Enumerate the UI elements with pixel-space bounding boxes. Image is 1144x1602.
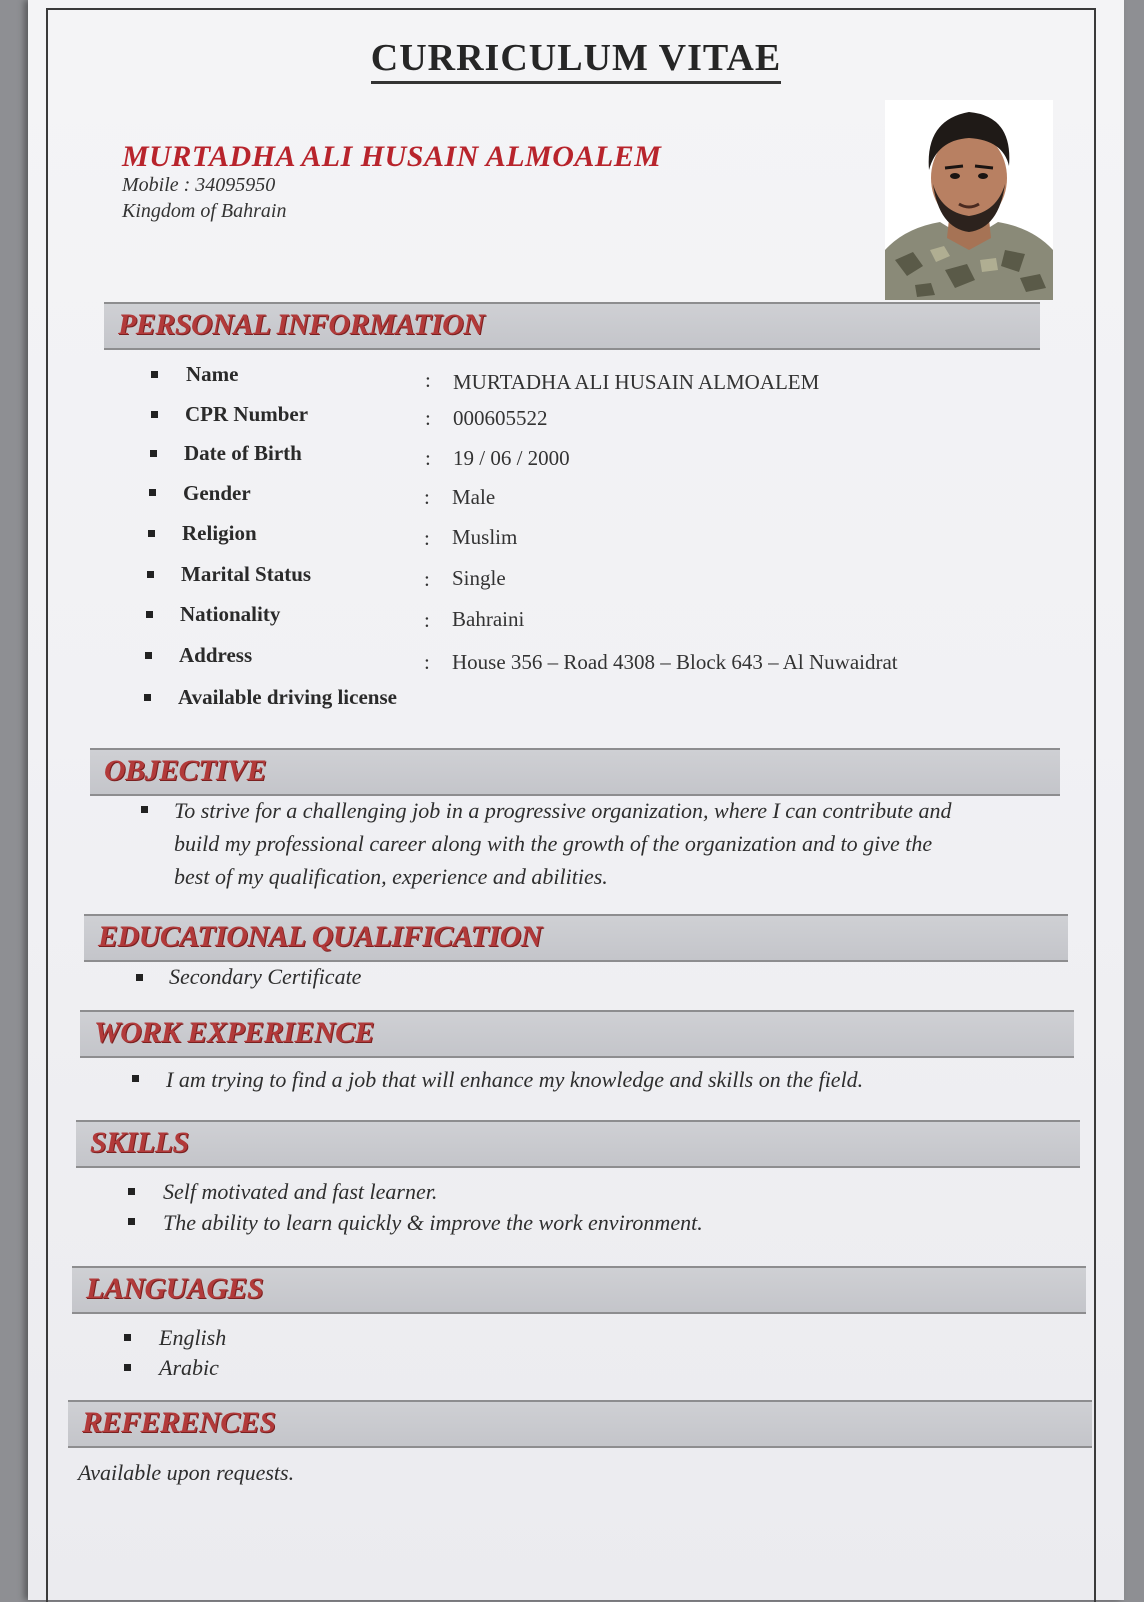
field-label: Available driving license [178, 685, 397, 709]
document-title: CURRICULUM VITAE [28, 36, 1124, 80]
language-item: Arabic [159, 1355, 219, 1380]
bullet-icon [151, 411, 158, 418]
bullet-icon [148, 530, 155, 537]
field-label: Religion [182, 521, 257, 545]
field-label: Name [186, 362, 239, 386]
field-label: CPR Number [185, 402, 309, 426]
section-title: PERSONAL INFORMATION [118, 308, 485, 341]
bullet-icon [132, 1075, 139, 1082]
bullet-icon [150, 450, 157, 457]
bullet-icon [144, 694, 151, 701]
references-text: Available upon requests. [78, 1460, 295, 1485]
cv-page [28, 0, 1124, 1600]
profile-photo [885, 100, 1053, 300]
field-label: Address [179, 643, 253, 667]
country: Kingdom of Bahrain [122, 200, 287, 222]
education-item: Secondary Certificate [169, 964, 362, 989]
section-skills [76, 1120, 1080, 1168]
section-personal-information [104, 302, 1040, 350]
section-title: EDUCATIONAL QUALIFICATION [98, 920, 542, 953]
field-value: Bahraini [452, 607, 525, 631]
colon: : [425, 446, 431, 470]
bullet-icon [124, 1364, 131, 1371]
section-references [68, 1400, 1092, 1448]
profile-photo-illustration [885, 100, 1053, 300]
field-value: Male [452, 485, 496, 509]
mobile-number: Mobile : 34095950 [122, 174, 276, 196]
objective-line: To strive for a challenging job in a progressive organization, where I can contribute and [174, 798, 952, 823]
colon: : [424, 526, 430, 550]
objective-line: build my professional career along with the growth of the organization and to give the [174, 831, 933, 856]
language-item: English [159, 1325, 227, 1350]
colon: : [424, 608, 430, 632]
section-languages [72, 1266, 1086, 1314]
field-value: House 356 – Road 4308 – Block 643 – Al Nuwaidrat [452, 650, 898, 674]
section-objective [90, 748, 1060, 796]
section-title: REFERENCES [82, 1406, 276, 1439]
colon: : [424, 485, 430, 509]
skill-item: The ability to learn quickly & improve the work environment. [163, 1210, 703, 1235]
bullet-icon [128, 1218, 135, 1225]
section-education [84, 914, 1068, 962]
bullet-icon [124, 1334, 131, 1341]
skill-item: Self motivated and fast learner. [163, 1179, 438, 1204]
applicant-name: MURTADHA ALI HUSAIN ALMOALEM [122, 140, 662, 173]
field-value: MURTADHA ALI HUSAIN ALMOALEM [453, 370, 820, 394]
section-title: SKILLS [90, 1126, 189, 1159]
colon: : [424, 567, 430, 591]
bullet-icon [145, 652, 152, 659]
section-title: OBJECTIVE [104, 754, 267, 787]
bullet-icon [146, 611, 153, 618]
bullet-icon [141, 806, 148, 813]
field-value: Muslim [452, 525, 518, 549]
bullet-icon [149, 489, 156, 496]
bullet-icon [147, 571, 154, 578]
field-value: 19 / 06 / 2000 [453, 446, 570, 470]
colon: : [425, 368, 431, 392]
section-title: WORK EXPERIENCE [94, 1016, 375, 1049]
bullet-icon [151, 371, 158, 378]
section-work-experience [80, 1010, 1074, 1058]
section-title: LANGUAGES [86, 1272, 264, 1305]
bullet-icon [128, 1188, 135, 1195]
field-label: Gender [183, 481, 251, 505]
field-value: Single [452, 566, 506, 590]
field-label: Date of Birth [184, 441, 302, 465]
colon: : [425, 406, 431, 430]
field-value: 000605522 [453, 406, 548, 430]
objective-line: best of my qualification, experience and abilities. [174, 864, 608, 889]
colon: : [424, 650, 430, 674]
bullet-icon [136, 974, 143, 981]
field-label: Marital Status [181, 562, 312, 586]
field-label: Nationality [180, 602, 281, 626]
work-item: I am trying to find a job that will enhance my knowledge and skills on the field. [166, 1067, 864, 1092]
